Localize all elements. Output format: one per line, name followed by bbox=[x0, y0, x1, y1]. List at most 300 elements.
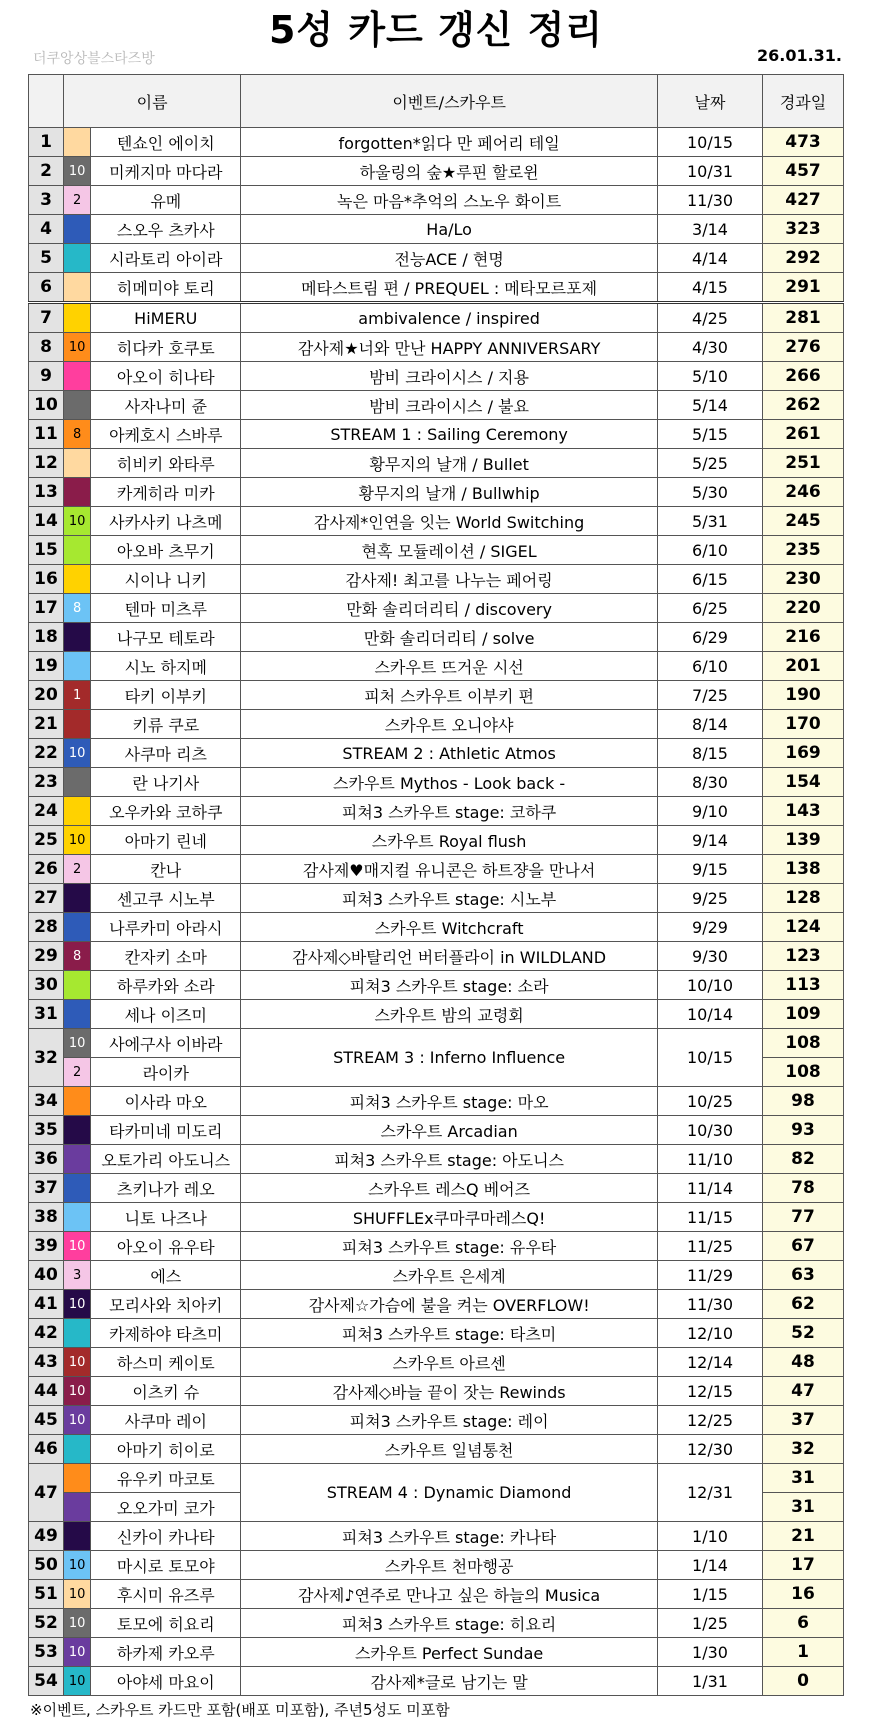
rank-cell: 49 bbox=[29, 1522, 64, 1551]
name-cell: 아마기 린네 bbox=[91, 826, 241, 855]
name-cell: 하루카와 소라 bbox=[91, 971, 241, 1000]
table-row bbox=[29, 913, 844, 942]
elapsed-days-cell: 62 bbox=[763, 1290, 844, 1319]
table-row bbox=[29, 681, 844, 710]
event-cell: 밤비 크라이시스 / 지용 bbox=[241, 362, 658, 391]
color-badge: 10 bbox=[64, 739, 91, 768]
date-cell: 8/15 bbox=[658, 739, 763, 768]
color-badge bbox=[64, 565, 91, 594]
card-table bbox=[28, 74, 844, 1696]
table-row bbox=[29, 1145, 844, 1174]
date-cell: 3/14 bbox=[658, 215, 763, 244]
table-row bbox=[29, 826, 844, 855]
name-cell: 이사라 마오 bbox=[91, 1087, 241, 1116]
table-row bbox=[29, 1667, 844, 1696]
name-cell: 카제하야 타츠미 bbox=[91, 1319, 241, 1348]
color-badge: 2 bbox=[64, 855, 91, 884]
rank-cell: 29 bbox=[29, 942, 64, 971]
color-badge: 10 bbox=[64, 1667, 91, 1696]
rank-cell: 52 bbox=[29, 1609, 64, 1638]
table-row bbox=[29, 594, 844, 623]
color-badge bbox=[64, 913, 91, 942]
date-cell: 1/25 bbox=[658, 1609, 763, 1638]
name-cell: 히메미야 토리 bbox=[91, 273, 241, 303]
color-badge: 10 bbox=[64, 507, 91, 536]
color-badge bbox=[64, 215, 91, 244]
name-cell: HiMERU bbox=[91, 303, 241, 333]
elapsed-days-cell: 139 bbox=[763, 826, 844, 855]
name-cell: 센고쿠 시노부 bbox=[91, 884, 241, 913]
table-header-row bbox=[29, 75, 844, 128]
elapsed-days-cell: 67 bbox=[763, 1232, 844, 1261]
elapsed-days-cell: 216 bbox=[763, 623, 844, 652]
event-cell: 피쳐3 스카우트 stage: 타츠미 bbox=[241, 1319, 658, 1348]
event-cell: forgotten*읽다 만 페어리 테일 bbox=[241, 128, 658, 157]
table-row bbox=[29, 1551, 844, 1580]
date-cell: 1/14 bbox=[658, 1551, 763, 1580]
color-badge: 1 bbox=[64, 681, 91, 710]
rank-cell: 54 bbox=[29, 1667, 64, 1696]
event-cell: 녹은 마음*추억의 스노우 화이트 bbox=[241, 186, 658, 215]
elapsed-days-cell: 109 bbox=[763, 1000, 844, 1029]
color-badge bbox=[64, 623, 91, 652]
table-row bbox=[29, 420, 844, 449]
name-cell: 사에구사 이바라 bbox=[91, 1029, 241, 1058]
elapsed-days-cell: 201 bbox=[763, 652, 844, 681]
event-cell: 감사제♪연주로 만나고 싶은 하늘의 Musica bbox=[241, 1580, 658, 1609]
header-date: 날짜 bbox=[658, 75, 763, 128]
date-cell: 10/15 bbox=[658, 128, 763, 157]
event-cell: 스카우트 Witchcraft bbox=[241, 913, 658, 942]
page-title: 5성 카드 갱신 정리 bbox=[268, 8, 604, 52]
event-cell: 만화 솔리더리티 / solve bbox=[241, 623, 658, 652]
event-cell: 스카우트 Royal flush bbox=[241, 826, 658, 855]
elapsed-days-cell: 108 bbox=[763, 1058, 844, 1087]
name-cell: 사쿠마 리츠 bbox=[91, 739, 241, 768]
date-cell: 9/15 bbox=[658, 855, 763, 884]
elapsed-days-cell: 266 bbox=[763, 362, 844, 391]
table-row bbox=[29, 507, 844, 536]
table-body bbox=[29, 128, 844, 1696]
name-cell: 신카이 카나타 bbox=[91, 1522, 241, 1551]
event-cell: SHUFFLEx쿠마쿠마레스Q! bbox=[241, 1203, 658, 1232]
event-cell: 감사제☆가슴에 불을 켜는 OVERFLOW! bbox=[241, 1290, 658, 1319]
elapsed-days-cell: 154 bbox=[763, 768, 844, 797]
table-row bbox=[29, 1377, 844, 1406]
rank-cell: 16 bbox=[29, 565, 64, 594]
rank-cell: 13 bbox=[29, 478, 64, 507]
date-cell: 10/30 bbox=[658, 1116, 763, 1145]
elapsed-days-cell: 190 bbox=[763, 681, 844, 710]
color-badge bbox=[64, 1087, 91, 1116]
color-badge bbox=[64, 1319, 91, 1348]
elapsed-days-cell: 0 bbox=[763, 1667, 844, 1696]
name-cell: 사카사키 나츠메 bbox=[91, 507, 241, 536]
elapsed-days-cell: 281 bbox=[763, 303, 844, 333]
table-row bbox=[29, 1087, 844, 1116]
table-row bbox=[29, 244, 844, 273]
elapsed-days-cell: 245 bbox=[763, 507, 844, 536]
name-cell: 유메 bbox=[91, 186, 241, 215]
elapsed-days-cell: 261 bbox=[763, 420, 844, 449]
name-cell: 미케지마 마다라 bbox=[91, 157, 241, 186]
event-cell: 스카우트 Arcadian bbox=[241, 1116, 658, 1145]
rank-cell: 12 bbox=[29, 449, 64, 478]
event-cell: STREAM 2 : Athletic Atmos bbox=[241, 739, 658, 768]
event-cell: 감사제*인연을 잇는 World Switching bbox=[241, 507, 658, 536]
color-badge: 2 bbox=[64, 186, 91, 215]
table-row bbox=[29, 1319, 844, 1348]
rank-cell: 35 bbox=[29, 1116, 64, 1145]
rank-cell: 11 bbox=[29, 420, 64, 449]
elapsed-days-cell: 63 bbox=[763, 1261, 844, 1290]
name-cell: 타카미네 미도리 bbox=[91, 1116, 241, 1145]
name-cell: 마시로 토모야 bbox=[91, 1551, 241, 1580]
event-cell: 하울링의 숲★루핀 할로윈 bbox=[241, 157, 658, 186]
event-cell: 피쳐3 스카우트 stage: 마오 bbox=[241, 1087, 658, 1116]
event-cell: 메타스트림 편 / PREQUEL : 메타모르포제 bbox=[241, 273, 658, 303]
color-badge bbox=[64, 1203, 91, 1232]
color-badge bbox=[64, 391, 91, 420]
color-badge bbox=[64, 478, 91, 507]
event-cell: 감사제★너와 만난 HAPPY ANNIVERSARY bbox=[241, 333, 658, 362]
color-badge bbox=[64, 768, 91, 797]
event-cell: 피쳐3 스카우트 stage: 아도니스 bbox=[241, 1145, 658, 1174]
color-badge bbox=[64, 1145, 91, 1174]
date-cell: 5/25 bbox=[658, 449, 763, 478]
name-cell: 오우카와 코하쿠 bbox=[91, 797, 241, 826]
rank-cell: 36 bbox=[29, 1145, 64, 1174]
color-badge bbox=[64, 884, 91, 913]
name-cell: 히비키 와타루 bbox=[91, 449, 241, 478]
event-cell: 피쳐3 스카우트 stage: 유우타 bbox=[241, 1232, 658, 1261]
color-badge: 10 bbox=[64, 1580, 91, 1609]
elapsed-days-cell: 21 bbox=[763, 1522, 844, 1551]
rank-cell: 30 bbox=[29, 971, 64, 1000]
elapsed-days-cell: 170 bbox=[763, 710, 844, 739]
color-badge: 10 bbox=[64, 826, 91, 855]
header-event: 이벤트/스카우트 bbox=[241, 75, 658, 128]
date-cell: 9/25 bbox=[658, 884, 763, 913]
event-cell: 스카우트 천마행공 bbox=[241, 1551, 658, 1580]
color-badge bbox=[64, 362, 91, 391]
rank-cell: 53 bbox=[29, 1638, 64, 1667]
table-row bbox=[29, 623, 844, 652]
name-cell: 히다카 호쿠토 bbox=[91, 333, 241, 362]
watermark: 더쿠앙상블스타즈방 bbox=[33, 51, 155, 67]
table-row bbox=[29, 1203, 844, 1232]
name-cell: 이츠키 슈 bbox=[91, 1377, 241, 1406]
name-cell: 사쿠마 레이 bbox=[91, 1406, 241, 1435]
event-cell: STREAM 1 : Sailing Ceremony bbox=[241, 420, 658, 449]
color-badge bbox=[64, 652, 91, 681]
table-row bbox=[29, 797, 844, 826]
name-cell: 아오이 유우타 bbox=[91, 1232, 241, 1261]
date-cell: 11/15 bbox=[658, 1203, 763, 1232]
rank-cell: 8 bbox=[29, 333, 64, 362]
date-cell: 6/25 bbox=[658, 594, 763, 623]
as-of-date: 26.01.31. bbox=[756, 46, 842, 65]
name-cell: 라이카 bbox=[91, 1058, 241, 1087]
table-row bbox=[29, 303, 844, 333]
color-badge bbox=[64, 128, 91, 157]
color-badge bbox=[64, 1493, 91, 1522]
color-badge: 10 bbox=[64, 1609, 91, 1638]
name-cell: 모리사와 치아키 bbox=[91, 1290, 241, 1319]
elapsed-days-cell: 93 bbox=[763, 1116, 844, 1145]
date-cell: 9/29 bbox=[658, 913, 763, 942]
date-cell: 5/15 bbox=[658, 420, 763, 449]
date-cell: 6/10 bbox=[658, 652, 763, 681]
rank-cell: 22 bbox=[29, 739, 64, 768]
date-cell: 10/14 bbox=[658, 1000, 763, 1029]
event-cell: 피쳐3 스카우트 stage: 시노부 bbox=[241, 884, 658, 913]
name-cell: 에스 bbox=[91, 1261, 241, 1290]
elapsed-days-cell: 98 bbox=[763, 1087, 844, 1116]
elapsed-days-cell: 32 bbox=[763, 1435, 844, 1464]
event-cell: ambivalence / inspired bbox=[241, 303, 658, 333]
event-cell: 피쳐3 스카우트 stage: 소라 bbox=[241, 971, 658, 1000]
rank-cell: 6 bbox=[29, 273, 64, 303]
table-row bbox=[29, 128, 844, 157]
elapsed-days-cell: 230 bbox=[763, 565, 844, 594]
name-cell: 토모에 히요리 bbox=[91, 1609, 241, 1638]
table-row bbox=[29, 1464, 844, 1493]
elapsed-days-cell: 427 bbox=[763, 186, 844, 215]
table-row bbox=[29, 971, 844, 1000]
name-cell: 나구모 테토라 bbox=[91, 623, 241, 652]
name-cell: 오토가리 아도니스 bbox=[91, 1145, 241, 1174]
table-row bbox=[29, 1029, 844, 1058]
elapsed-days-cell: 82 bbox=[763, 1145, 844, 1174]
color-badge: 8 bbox=[64, 942, 91, 971]
color-badge bbox=[64, 797, 91, 826]
name-cell: 텐쇼인 에이치 bbox=[91, 128, 241, 157]
elapsed-days-cell: 123 bbox=[763, 942, 844, 971]
color-badge bbox=[64, 1116, 91, 1145]
elapsed-days-cell: 323 bbox=[763, 215, 844, 244]
name-cell: 텐마 미츠루 bbox=[91, 594, 241, 623]
elapsed-days-cell: 1 bbox=[763, 1638, 844, 1667]
date-cell: 4/14 bbox=[658, 244, 763, 273]
elapsed-days-cell: 220 bbox=[763, 594, 844, 623]
event-cell: Ha/Lo bbox=[241, 215, 658, 244]
elapsed-days-cell: 17 bbox=[763, 1551, 844, 1580]
rank-cell: 18 bbox=[29, 623, 64, 652]
event-cell: 감사제◇바탈리언 버터플라이 in WILDLAND bbox=[241, 942, 658, 971]
date-cell: 6/29 bbox=[658, 623, 763, 652]
color-badge: 10 bbox=[64, 1377, 91, 1406]
color-badge bbox=[64, 244, 91, 273]
rank-cell: 7 bbox=[29, 303, 64, 333]
rank-cell: 42 bbox=[29, 1319, 64, 1348]
date-cell: 4/30 bbox=[658, 333, 763, 362]
table-row bbox=[29, 1435, 844, 1464]
rank-cell: 44 bbox=[29, 1377, 64, 1406]
elapsed-days-cell: 48 bbox=[763, 1348, 844, 1377]
event-cell: STREAM 3 : Inferno Influence bbox=[241, 1029, 658, 1087]
rank-cell: 24 bbox=[29, 797, 64, 826]
date-cell: 5/30 bbox=[658, 478, 763, 507]
table-row bbox=[29, 391, 844, 420]
color-badge bbox=[64, 1464, 91, 1493]
elapsed-days-cell: 128 bbox=[763, 884, 844, 913]
event-cell: 피쳐3 스카우트 stage: 코하쿠 bbox=[241, 797, 658, 826]
rank-cell: 38 bbox=[29, 1203, 64, 1232]
date-cell: 9/14 bbox=[658, 826, 763, 855]
elapsed-days-cell: 457 bbox=[763, 157, 844, 186]
name-cell: 하스미 케이토 bbox=[91, 1348, 241, 1377]
rank-cell: 5 bbox=[29, 244, 64, 273]
rank-cell: 1 bbox=[29, 128, 64, 157]
event-cell: 만화 솔리더리티 / discovery bbox=[241, 594, 658, 623]
color-badge: 10 bbox=[64, 157, 91, 186]
elapsed-days-cell: 6 bbox=[763, 1609, 844, 1638]
elapsed-days-cell: 251 bbox=[763, 449, 844, 478]
elapsed-days-cell: 292 bbox=[763, 244, 844, 273]
table-row bbox=[29, 1000, 844, 1029]
date-cell: 8/14 bbox=[658, 710, 763, 739]
name-cell: 칸나 bbox=[91, 855, 241, 884]
date-cell: 9/10 bbox=[658, 797, 763, 826]
event-cell: 황무지의 날개 / Bullwhip bbox=[241, 478, 658, 507]
name-cell: 아케호시 스바루 bbox=[91, 420, 241, 449]
rank-cell: 43 bbox=[29, 1348, 64, 1377]
color-badge bbox=[64, 1000, 91, 1029]
event-cell: 스카우트 레스Q 베어즈 bbox=[241, 1174, 658, 1203]
event-cell: 스카우트 Mythos - Look back - bbox=[241, 768, 658, 797]
rank-cell: 47 bbox=[29, 1464, 64, 1522]
elapsed-days-cell: 235 bbox=[763, 536, 844, 565]
name-cell: 츠키나가 레오 bbox=[91, 1174, 241, 1203]
color-badge: 10 bbox=[64, 1029, 91, 1058]
elapsed-days-cell: 37 bbox=[763, 1406, 844, 1435]
rank-cell: 51 bbox=[29, 1580, 64, 1609]
event-cell: 스카우트 은세계 bbox=[241, 1261, 658, 1290]
table-row bbox=[29, 1232, 844, 1261]
date-cell: 11/10 bbox=[658, 1145, 763, 1174]
date-cell: 12/10 bbox=[658, 1319, 763, 1348]
event-cell: 현혹 모듈레이션 / SIGEL bbox=[241, 536, 658, 565]
rank-cell: 10 bbox=[29, 391, 64, 420]
footnote: ※이벤트, 스카우트 카드만 포함(배포 미포함), 주년5성도 미포함 bbox=[30, 1701, 450, 1719]
color-badge bbox=[64, 710, 91, 739]
elapsed-days-cell: 124 bbox=[763, 913, 844, 942]
table-row bbox=[29, 478, 844, 507]
elapsed-days-cell: 473 bbox=[763, 128, 844, 157]
color-badge bbox=[64, 273, 91, 303]
date-cell: 10/25 bbox=[658, 1087, 763, 1116]
table-row bbox=[29, 1290, 844, 1319]
date-cell: 12/31 bbox=[658, 1464, 763, 1522]
elapsed-days-cell: 262 bbox=[763, 391, 844, 420]
color-badge bbox=[64, 1174, 91, 1203]
date-cell: 8/30 bbox=[658, 768, 763, 797]
table-row bbox=[29, 215, 844, 244]
table-row bbox=[29, 1261, 844, 1290]
header-elapsed: 경과일 bbox=[763, 75, 844, 128]
name-cell: 시라토리 아이라 bbox=[91, 244, 241, 273]
rank-cell: 34 bbox=[29, 1087, 64, 1116]
date-cell: 11/29 bbox=[658, 1261, 763, 1290]
rank-cell: 27 bbox=[29, 884, 64, 913]
date-cell: 10/10 bbox=[658, 971, 763, 1000]
name-cell: 시이나 니키 bbox=[91, 565, 241, 594]
name-cell: 오오가미 코가 bbox=[91, 1493, 241, 1522]
elapsed-days-cell: 143 bbox=[763, 797, 844, 826]
table-row bbox=[29, 1609, 844, 1638]
rank-cell: 15 bbox=[29, 536, 64, 565]
rank-cell: 4 bbox=[29, 215, 64, 244]
elapsed-days-cell: 108 bbox=[763, 1029, 844, 1058]
table-row bbox=[29, 449, 844, 478]
date-cell: 11/14 bbox=[658, 1174, 763, 1203]
color-badge: 8 bbox=[64, 420, 91, 449]
date-cell: 6/15 bbox=[658, 565, 763, 594]
name-cell: 키류 쿠로 bbox=[91, 710, 241, 739]
color-badge: 10 bbox=[64, 1406, 91, 1435]
rank-cell: 32 bbox=[29, 1029, 64, 1087]
date-cell: 10/15 bbox=[658, 1029, 763, 1087]
table-row bbox=[29, 362, 844, 391]
rank-cell: 39 bbox=[29, 1232, 64, 1261]
date-cell: 10/31 bbox=[658, 157, 763, 186]
elapsed-days-cell: 246 bbox=[763, 478, 844, 507]
date-cell: 5/14 bbox=[658, 391, 763, 420]
color-badge bbox=[64, 1522, 91, 1551]
color-badge: 10 bbox=[64, 1348, 91, 1377]
event-cell: 스카우트 Perfect Sundae bbox=[241, 1638, 658, 1667]
name-cell: 아마기 히이로 bbox=[91, 1435, 241, 1464]
color-badge: 2 bbox=[64, 1058, 91, 1087]
date-cell: 4/15 bbox=[658, 273, 763, 303]
color-badge: 10 bbox=[64, 333, 91, 362]
rank-cell: 20 bbox=[29, 681, 64, 710]
color-badge bbox=[64, 1435, 91, 1464]
table-row bbox=[29, 1348, 844, 1377]
color-badge bbox=[64, 971, 91, 1000]
name-cell: 사자나미 쥰 bbox=[91, 391, 241, 420]
rank-cell: 50 bbox=[29, 1551, 64, 1580]
table-row bbox=[29, 1406, 844, 1435]
rank-cell: 3 bbox=[29, 186, 64, 215]
date-cell: 1/15 bbox=[658, 1580, 763, 1609]
date-cell: 12/30 bbox=[658, 1435, 763, 1464]
name-cell: 유우키 마코토 bbox=[91, 1464, 241, 1493]
rank-cell: 21 bbox=[29, 710, 64, 739]
elapsed-days-cell: 16 bbox=[763, 1580, 844, 1609]
name-cell: 후시미 유즈루 bbox=[91, 1580, 241, 1609]
rank-cell: 40 bbox=[29, 1261, 64, 1290]
table-row bbox=[29, 855, 844, 884]
color-badge: 10 bbox=[64, 1638, 91, 1667]
color-badge bbox=[64, 449, 91, 478]
date-cell: 4/25 bbox=[658, 303, 763, 333]
table-row bbox=[29, 186, 844, 215]
rank-cell: 14 bbox=[29, 507, 64, 536]
date-cell: 11/30 bbox=[658, 1290, 763, 1319]
table-row bbox=[29, 1174, 844, 1203]
name-cell: 아오이 히나타 bbox=[91, 362, 241, 391]
rank-cell: 41 bbox=[29, 1290, 64, 1319]
date-cell: 5/10 bbox=[658, 362, 763, 391]
event-cell: 피쳐3 스카우트 stage: 카나타 bbox=[241, 1522, 658, 1551]
elapsed-days-cell: 276 bbox=[763, 333, 844, 362]
name-cell: 아오바 츠무기 bbox=[91, 536, 241, 565]
event-cell: 스카우트 밤의 교령회 bbox=[241, 1000, 658, 1029]
color-badge bbox=[64, 536, 91, 565]
elapsed-days-cell: 169 bbox=[763, 739, 844, 768]
